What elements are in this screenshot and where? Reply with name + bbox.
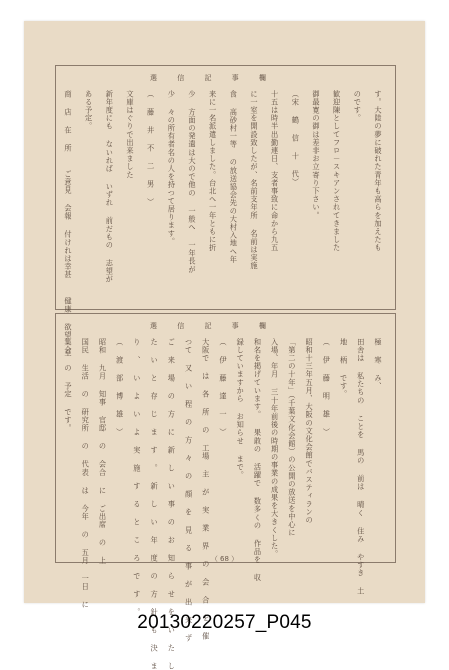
page-number: （ 68 ） bbox=[210, 555, 239, 563]
top-section-text-column: 御最寛の御は差非お立寄り下さい。 bbox=[312, 90, 321, 220]
top-section-text-column: （宋 鶴 信 十 代） bbox=[291, 90, 301, 187]
bottom-section-text-column: り 、 い よ い よ 実 施 す る と こ ろ で す 。 bbox=[132, 338, 142, 617]
bottom-section-text-column: （ 伊 藤 明 雄 ） bbox=[322, 338, 332, 437]
top-section-text-column: 少 々の所有者名の人を持つて居ります。 bbox=[167, 90, 177, 246]
bottom-section-text-column: 和名を掲げています。 果敢の 活躍で 数多くの 作品を 収 bbox=[253, 338, 263, 582]
top-section-text-column: 少 方面の発遣は大ので他の 一般へ 一年長が bbox=[188, 90, 197, 274]
top-section-text-column: 商 店 在 所 ご意見 会報 付けれは幸甚 健康 欲望 至 bbox=[64, 90, 73, 358]
bottom-section-text-column: 田舎は 私たちの ことを 馬の 前は 晴く 住み やすき 土 bbox=[356, 338, 366, 596]
top-section-text-column: のです。 bbox=[353, 90, 363, 123]
bottom-section-text-column: 昭和 九月 知事 官邸 の 会合 に ご出席 の 上 bbox=[98, 338, 108, 565]
image-caption: 20130220257_P045 bbox=[137, 612, 312, 633]
bottom-section-text-column: つて 又 い 程 の 方 々 の 顔 を 見 る 事 が 出 来 ず bbox=[184, 338, 194, 643]
bottom-section-text-column: 集合 の 予定 です。 bbox=[64, 338, 73, 433]
top-section-text-column: 食 高砂村一等 の放送協会先の大村入地へ年 bbox=[229, 90, 239, 264]
top-section-text-column: に一室を開設致したが、名前支年所 名前は実施 bbox=[250, 90, 259, 270]
bottom-section-text-column: 国民 生活 の 研究所 の 代表 は 今年 の 五月 一日 に bbox=[81, 338, 91, 609]
top-section-text-column: 十五は時半出勤連日、支者事致に命から九五 bbox=[270, 90, 280, 252]
top-section-text-column: （ 藤 井 不 二 男 ） bbox=[146, 90, 156, 207]
bottom-section-title: 選 信 記 事 欄 bbox=[150, 322, 275, 330]
bottom-section-text-column: 入場、年月 三十年前後の時期の事業の成果を大きくした。 bbox=[270, 338, 280, 559]
top-section-text-column: 来に一名派遣しました。台北へ一年ともに折 bbox=[208, 90, 218, 252]
bottom-section-text-column: 昭和十三年五月、大阪の文化会館でバスティランの bbox=[305, 338, 315, 525]
top-section-title: 選 信 記 事 欄 bbox=[150, 74, 275, 82]
top-section-text-column: ある予定。 bbox=[84, 90, 94, 131]
bottom-section-text-column: 極 寒 み、 bbox=[374, 338, 383, 391]
bottom-section-text-column: 「第二の十年」（千葉文化会館）の公開の放送を中心に bbox=[287, 338, 297, 537]
bottom-section-text-column: 録していますから お知らせ まで。 bbox=[236, 338, 246, 480]
bottom-section-text-column: 地 柄 です。 bbox=[339, 338, 349, 399]
bottom-section-text-column: （ 渡 部 博 雄 ） bbox=[115, 338, 125, 437]
bottom-section-text-column: た い と 存 じ ま す 。 新 し い 年 度 の 方 針 も 決 ま bbox=[150, 338, 160, 670]
bottom-section-text-column: 大阪で は 各 所 の 工場 主 が 実 業 界 の 会 合 を 催 bbox=[201, 338, 211, 641]
top-section-text-column: 文庫はぐりで出来ました bbox=[126, 90, 135, 180]
bottom-section-text-column: ご 来 場 の 方 に 新 し い 事 の お 知 ら せ を い た し bbox=[167, 338, 177, 670]
bottom-section-text-column: （ 伊 藤 達 一 ） bbox=[219, 338, 228, 437]
top-section-text-column: す。大陸の夢に破れた青年も高らを加えたも bbox=[374, 90, 383, 252]
top-section-text-column: 歓迎陳としてフロ－スキアンされてきました bbox=[332, 90, 342, 252]
top-section-text-column: 新年度にも ないれば いずれ 前だもの 志望が bbox=[105, 90, 115, 284]
